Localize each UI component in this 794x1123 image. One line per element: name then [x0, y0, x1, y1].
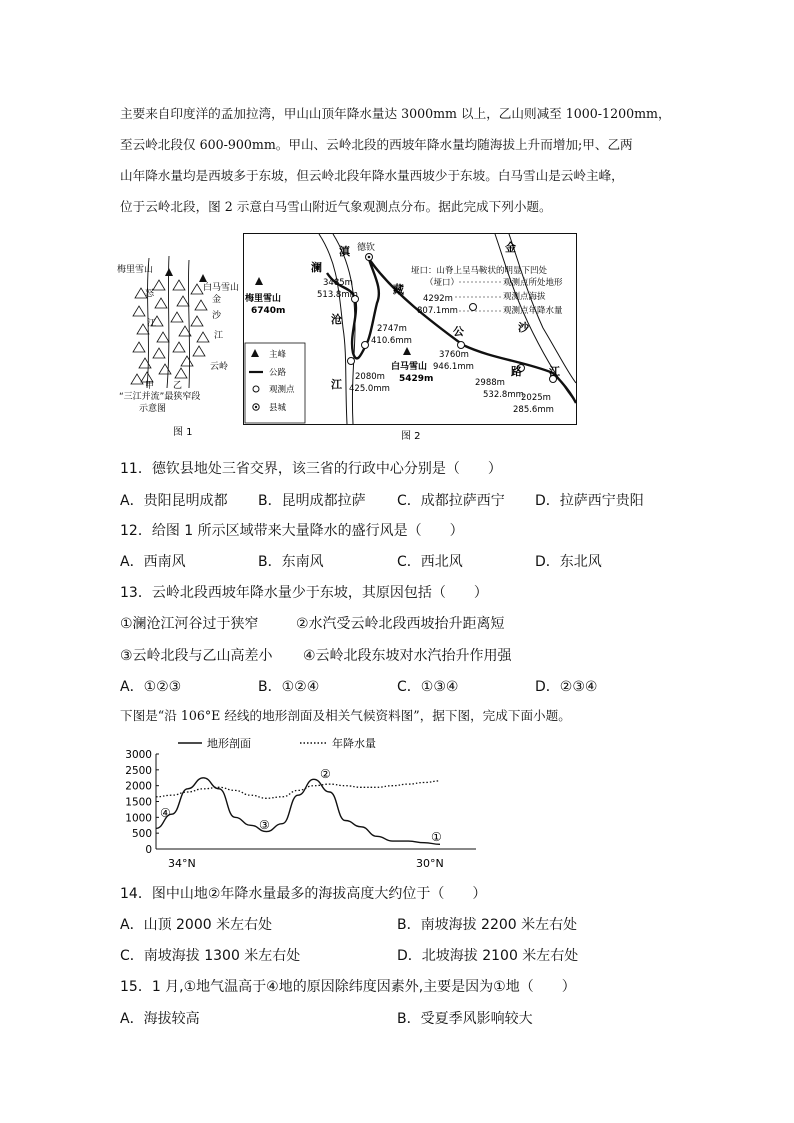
province-label: 滇 [339, 245, 350, 258]
question-12-option-a[interactable]: A．西南风 [120, 554, 186, 570]
note-key-1: 观测点所处地形 [503, 278, 563, 288]
y-tick-label: 3000 [125, 749, 152, 761]
map-legend [245, 343, 305, 423]
question-13-option-d[interactable]: D．②③④ [535, 679, 598, 695]
fig1-caption: “三江并流”最狭窄段 [119, 392, 201, 402]
question-12-stem: 12．给图 1 所示区域带来大量降水的盛行风是（ ） [120, 523, 464, 539]
peak-baima-name: 白马雪山 [391, 362, 428, 372]
fig1-label-jiang1: 江 [147, 319, 157, 329]
river-label: 沙 [518, 321, 529, 334]
section-note: 下图是“沿 106°E 经线的地形剖面及相关气候资料图”，据下图，完成下面小题。 [120, 708, 571, 723]
marker-2: ② [320, 767, 331, 781]
county-dot [368, 256, 371, 259]
question-13-option-a[interactable]: A．①②③ [120, 679, 182, 695]
question-13-reason: ①澜沧江河谷过于狭窄 [120, 616, 259, 632]
station-precip: 425.0mm [349, 384, 390, 394]
question-13-option-b[interactable]: B．①②④ [258, 679, 320, 695]
note-key-2: 观测点海拔 [503, 292, 546, 302]
legend-road: 公路 [269, 368, 287, 378]
question-13-reason: ③云岭北段与乙山高差小 [120, 648, 273, 664]
y-tick-label: 1500 [125, 796, 152, 809]
road-label: 路 [511, 365, 522, 378]
y-tick-label: 500 [131, 828, 152, 841]
river-label: 澜 [311, 261, 322, 274]
fig1-label-meili: 梅里雪山 [117, 265, 154, 275]
y-tick-label: 2000 [125, 780, 152, 793]
y-tick-label: 1000 [125, 812, 152, 825]
question-14-stem: 14．图中山地②年降水量最多的海拔高度大约位于（ ） [120, 886, 487, 902]
mountain-range-jia [131, 288, 153, 384]
fig1-caption-2: 示意图 [139, 404, 167, 414]
fig2-title: 图 2 [401, 431, 421, 441]
station-precip: 946.1mm [433, 362, 474, 372]
station-alt: 2025m [521, 393, 551, 403]
pass-note: 垭口：山脊上呈马鞍状的明显下凹处 [411, 266, 548, 276]
question-12-option-b[interactable]: B．东南风 [258, 554, 324, 570]
x-label-34n: 34°N [168, 857, 196, 870]
fig1-label-jiang2: 江 [214, 331, 224, 341]
legend-peak: 主峰 [269, 350, 287, 360]
intro-line: 位于云岭北段，图 2 示意白马雪山附近气象观测点分布。据此完成下列小题。 [120, 199, 552, 214]
marker-1: ① [431, 830, 442, 844]
note-key-3: 观测点年降水量 [503, 306, 563, 316]
question-13-option-c[interactable]: C．①③④ [397, 679, 459, 695]
question-11-option-a[interactable]: A．贵阳昆明成都 [120, 493, 228, 509]
question-14-option-d[interactable]: D．北坡海拔 2100 米左右处 [397, 948, 579, 964]
legend-rain-label: 年降水量 [332, 737, 376, 750]
legend-station: 观测点 [269, 385, 295, 395]
fig1-label-yi: 乙 [173, 381, 183, 391]
legend-county: 县城 [269, 403, 287, 413]
question-12-option-c[interactable]: C．西北风 [397, 554, 463, 570]
marker-3: ③ [259, 818, 270, 832]
terrain-profile-line [156, 778, 440, 845]
pass-note-2: （垭口） [425, 278, 460, 288]
mountain-range-yunling [191, 284, 209, 356]
question-11-option-b[interactable]: B．昆明成都拉萨 [258, 493, 366, 509]
question-15-stem: 15．1 月,①地气温高于④地的原因除纬度因素外,主要是因为①地（ ） [120, 979, 576, 995]
question-12-option-d[interactable]: D．东北风 [535, 554, 602, 570]
station-alt: 4292m [423, 294, 453, 304]
peak-meili-name: 梅里雪山 [245, 294, 282, 304]
question-14-option-a[interactable]: A．山顶 2000 米左右处 [120, 917, 273, 933]
river-label: 金 [505, 241, 516, 254]
question-11-option-d[interactable]: D．拉萨西宁贵阳 [535, 493, 644, 509]
intro-line: 至云岭北段仅 600-900mm。甲山、云岭北段的西坡年降水量均随海拔上升而增加;甲、乙两 [120, 137, 633, 152]
fig1-label-baima: 白马雪山 [203, 283, 240, 293]
question-13-reason: ②水汽受云岭北段西坡抬升距离短 [296, 616, 505, 632]
station-alt: 3485m [323, 278, 353, 288]
river-label: 江 [549, 365, 560, 378]
station-precip: 410.6mm [371, 336, 412, 346]
question-13-stem: 13．云岭北段西坡年降水量少于东坡，其原因包括（ ） [120, 585, 488, 601]
station-alt: 2080m [355, 372, 385, 382]
peak-markers [165, 268, 207, 282]
intro-line: 山年降水量均是西坡多于东坡，但云岭北段年降水量西坡少于东坡。白马雪山是云岭主峰， [120, 168, 624, 183]
station-precip: 807.1mm [417, 306, 458, 316]
question-11-stem: 11．德钦县地处三省交界，该三省的行政中心分别是（ ） [120, 461, 502, 477]
fig1-label-jia: 甲 [145, 381, 155, 391]
y-axis [125, 749, 159, 856]
y-tick-label: 0 [145, 844, 152, 856]
station-alt: 3760m [439, 350, 469, 360]
county-label: 德钦 [357, 243, 376, 253]
fig1-label-jin: 金 [212, 295, 222, 305]
fig1-title: 图 1 [173, 427, 193, 438]
station-precip: 513.8mm [317, 290, 358, 300]
question-15-option-b[interactable]: B．受夏季风影响较大 [397, 1011, 533, 1027]
road-label: 公 [453, 325, 464, 338]
river-label: 江 [331, 378, 342, 391]
question-13-reason: ④云岭北段东坡对水汽抬升作用强 [303, 648, 512, 664]
figure-1 [115, 238, 243, 438]
intro-line: 主要来自印度洋的孟加拉湾，甲山山顶年降水量达 3000mm 以上，乙山则减至 1000-1200mm， [120, 106, 671, 121]
figure-2 [243, 233, 578, 441]
peak-baima-height: 5429m [399, 374, 434, 384]
question-11-option-c[interactable]: C．成都拉萨西宁 [397, 493, 505, 509]
peak-meili-height: 6740m [251, 306, 286, 316]
fig1-label-yunling: 云岭 [210, 362, 229, 372]
station-precip: 285.6mm [513, 405, 554, 415]
province-label: 藏 [393, 283, 404, 296]
station-alt: 2747m [377, 324, 407, 334]
fig1-label-nu: 怒 [145, 289, 155, 299]
legend-station-icon [253, 386, 259, 392]
legend-terrain-label: 地形剖面 [207, 737, 251, 750]
question-14-option-b[interactable]: B．南坡海拔 2200 米左右处 [397, 917, 578, 933]
river-label: 沧 [331, 313, 342, 326]
question-14-option-c[interactable]: C．南坡海拔 1300 米左右处 [120, 948, 301, 964]
intro-paragraph [120, 98, 680, 222]
fig1-label-sha: 沙 [212, 311, 222, 321]
marker-4: ④ [160, 806, 171, 820]
question-15-option-a[interactable]: A．海拔较高 [120, 1011, 200, 1027]
station-alt: 2988m [475, 378, 505, 388]
x-label-30n: 30°N [416, 857, 444, 870]
profile-chart [118, 732, 480, 872]
y-tick-label: 2500 [125, 764, 152, 777]
station-precip: 532.8mm [483, 390, 524, 400]
